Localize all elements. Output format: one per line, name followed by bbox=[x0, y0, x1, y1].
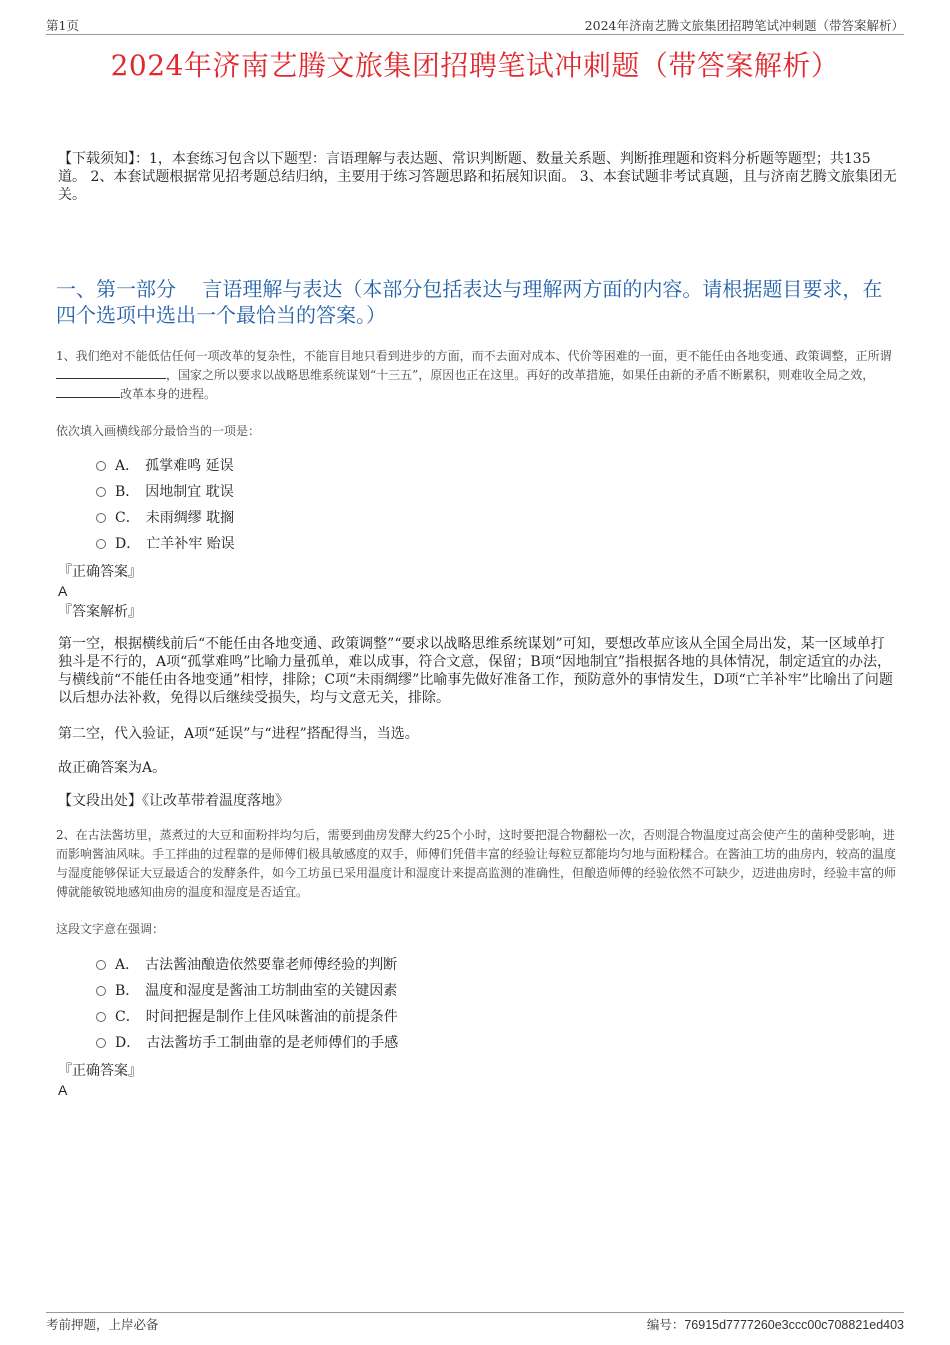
analysis-label: 『答案解析』 bbox=[58, 604, 142, 620]
answer-label: 『正确答案』 bbox=[58, 564, 142, 580]
question-1-stem: 1、我们绝对不能低估任何一项改革的复杂性，不能盲目地只看到进步的方面，而不去面对成本、代价等困难的一面，更不能任由各地变通、政策调整，正所谓，国家之所以要求以战略思维系统谋划“十三五”，原因也正在这里。再好的改革措施，如果任由新的矛盾不断累积，则难收全局之效，改革本身的进程。 bbox=[56, 349, 892, 401]
document-id: 编号：76915d7777260e3ccc00c708821ed403 bbox=[646, 1317, 904, 1332]
radio-icon[interactable] bbox=[96, 1012, 106, 1022]
question-2-prompt: 这段文字意在强调： bbox=[56, 922, 165, 936]
radio-icon[interactable] bbox=[96, 461, 106, 471]
question-1-options bbox=[96, 453, 235, 557]
option-b[interactable]: B． 因地制宜 耽误 bbox=[96, 479, 235, 505]
option-a[interactable]: A． 古法酱油酿造依然要靠老师傅经验的判断 bbox=[96, 952, 398, 978]
option-b[interactable]: B． 温度和湿度是酱油工坊制曲室的关键因素 bbox=[96, 978, 398, 1004]
radio-icon[interactable] bbox=[96, 1038, 106, 1048]
option-c[interactable]: C． 未雨绸缪 耽搁 bbox=[96, 505, 235, 531]
analysis-text-2: 第二空，代入验证，A项“延误”与“进程”搭配得当，当选。 bbox=[58, 726, 419, 742]
radio-icon[interactable] bbox=[96, 487, 106, 497]
section-title: 一、第一部分 言语理解与表达（本部分包括表达与理解两方面的内容。请根据题目要求，在四个选项中选出一个最恰当的答案。） bbox=[56, 277, 883, 327]
radio-icon[interactable] bbox=[96, 960, 106, 970]
text-source: 【文段出处】《让改革带着温度落地》 bbox=[58, 793, 289, 809]
page-header bbox=[46, 14, 904, 35]
document-title: 2024年济南艺腾文旅集团招聘笔试冲刺题（带答案解析） bbox=[110, 49, 840, 82]
fill-blank-2 bbox=[56, 386, 120, 398]
radio-icon[interactable] bbox=[96, 986, 106, 996]
question-2-stem: 2、在古法酱坊里，蒸煮过的大豆和面粉拌均匀后，需要到曲房发酵大约25个小时，这时要把混合物翻松一次，否则混合物温度过高会使产生的菌种受影响，进而影响酱油风味。手工拌曲的过程靠的是师傅们极具敏感度的双手，师傅们凭借丰富的经验让每粒豆都能均匀地与面粉糅合。在酱油工坊的曲房内，较高的温度与湿度能够保证大豆最适合的发酵条件，如今工坊虽已采用温度计和湿度计来提高监测的准确性，但酿造师傅的经验依然不可缺少，迈进曲房时，经验丰富的师傅就能敏锐地感知曲房的温度和湿度是否适宜。 bbox=[56, 828, 897, 899]
option-c[interactable]: C． 时间把握是制作上佳风味酱油的前提条件 bbox=[96, 1004, 398, 1030]
answer-label: 『正确答案』 bbox=[58, 1063, 142, 1079]
footer-slogan: 考前押题，上岸必备 bbox=[46, 1317, 159, 1332]
option-d[interactable]: D． 亡羊补牢 贻误 bbox=[96, 531, 235, 557]
fill-blank-1 bbox=[56, 367, 166, 379]
option-a[interactable]: A． 孤掌难鸣 延误 bbox=[96, 453, 235, 479]
question-2-options bbox=[96, 952, 398, 1056]
header-doc-title: 2024年济南艺腾文旅集团招聘笔试冲刺题（带答案解析） bbox=[584, 18, 904, 33]
radio-icon[interactable] bbox=[96, 513, 106, 523]
correct-answer: A bbox=[58, 583, 68, 599]
analysis-text-3: 故正确答案为A。 bbox=[58, 760, 167, 776]
page-number: 第1页 bbox=[46, 18, 79, 33]
analysis-text-1: 第一空，根据横线前后“不能任由各地变通、政策调整”“要求以战略思维系统谋划”可知，要想改革应该从全国全局出发，某一区域单打独斗是不行的，A项“孤掌难鸣”比喻力量孤单，难以成事，符合文意，保留；B项“因地制宜”指根据各地的具体情况，制定适宜的办法，与横线前“不能任由各地变通”相悖，排除；C项“未雨绸缪”比喻事先做好准备工作，预防意外的事情发生，D项“亡羊补牢”比喻出了问题以后想办法补救，免得以后继续受损失，均与文意无关，排除。 bbox=[58, 636, 893, 706]
option-d[interactable]: D． 古法酱坊手工制曲靠的是老师傅们的手感 bbox=[96, 1030, 398, 1056]
page-footer bbox=[46, 1312, 904, 1333]
radio-icon[interactable] bbox=[96, 539, 106, 549]
question-1-prompt: 依次填入画横线部分最恰当的一项是： bbox=[56, 424, 261, 438]
download-notice: 【下载须知】：1，本套练习包含以下题型：言语理解与表达题、常识判断题、数量关系题、判断推理题和资料分析题等题型；共135道。 2、本套试题根据常见招考题总结归纳，主要用于练习答题思路和拓展知识面。 3、本套试题非考试真题，且与济南艺腾文旅集团无关。 bbox=[58, 151, 897, 203]
correct-answer: A bbox=[58, 1082, 68, 1098]
